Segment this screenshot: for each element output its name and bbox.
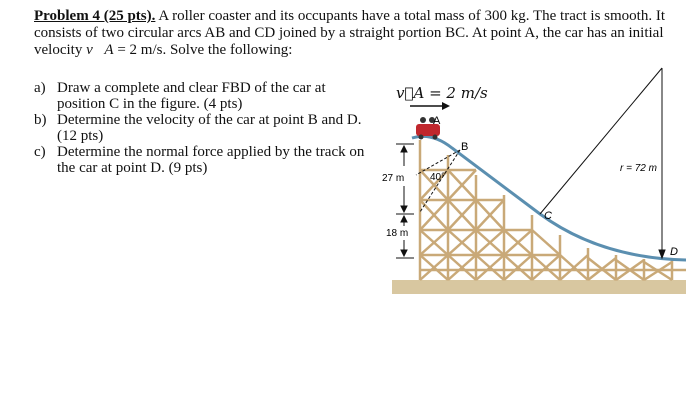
point-c-label: C	[544, 210, 552, 222]
height-dimensions	[396, 144, 414, 258]
problem-parts	[34, 80, 374, 176]
problem-intro: A roller coaster and its occupants have a total mass of 300 kg. The tract is smooth. It consists of two circular arcs AB and CD joined by a straight portion BC. At point A, the car has an initial velocity	[34, 8, 666, 58]
problem-title: Problem 4 (25 pts).	[34, 8, 156, 24]
velocity-value: = 2 m/s. Solve the following:	[117, 42, 293, 58]
part-text: Determine the normal force applied by the track on the car at point D. (9 pts)	[57, 144, 365, 176]
part-label: c)	[34, 144, 46, 160]
height-lower-label: 18 m	[386, 228, 409, 239]
roller-coaster-figure	[360, 60, 686, 310]
angle-label: 40°	[430, 172, 446, 183]
part-text: Determine the velocity of the car at point B and D. (12 pts)	[57, 112, 362, 144]
point-a-label: A	[433, 115, 441, 127]
part-label: b)	[34, 112, 47, 128]
part-b	[34, 112, 374, 144]
track	[412, 136, 686, 260]
part-a	[34, 80, 374, 112]
problem-statement	[34, 8, 674, 59]
part-label: a)	[34, 80, 46, 96]
height-upper-label: 27 m	[382, 173, 405, 184]
part-c	[34, 144, 374, 176]
velocity-arrow	[410, 102, 450, 110]
radius-label: r = 72 m	[620, 163, 657, 174]
velocity-symbol: v⃗A	[86, 42, 114, 58]
part-text: Draw a complete and clear FBD of the car at position C in the figure. (4 pts)	[57, 80, 326, 112]
velocity-label: v⃗A = 2 m/s	[396, 84, 488, 102]
support-frame	[420, 140, 686, 280]
point-d-label: D	[670, 246, 678, 258]
ground	[392, 280, 686, 294]
point-b-label: B	[461, 141, 469, 153]
